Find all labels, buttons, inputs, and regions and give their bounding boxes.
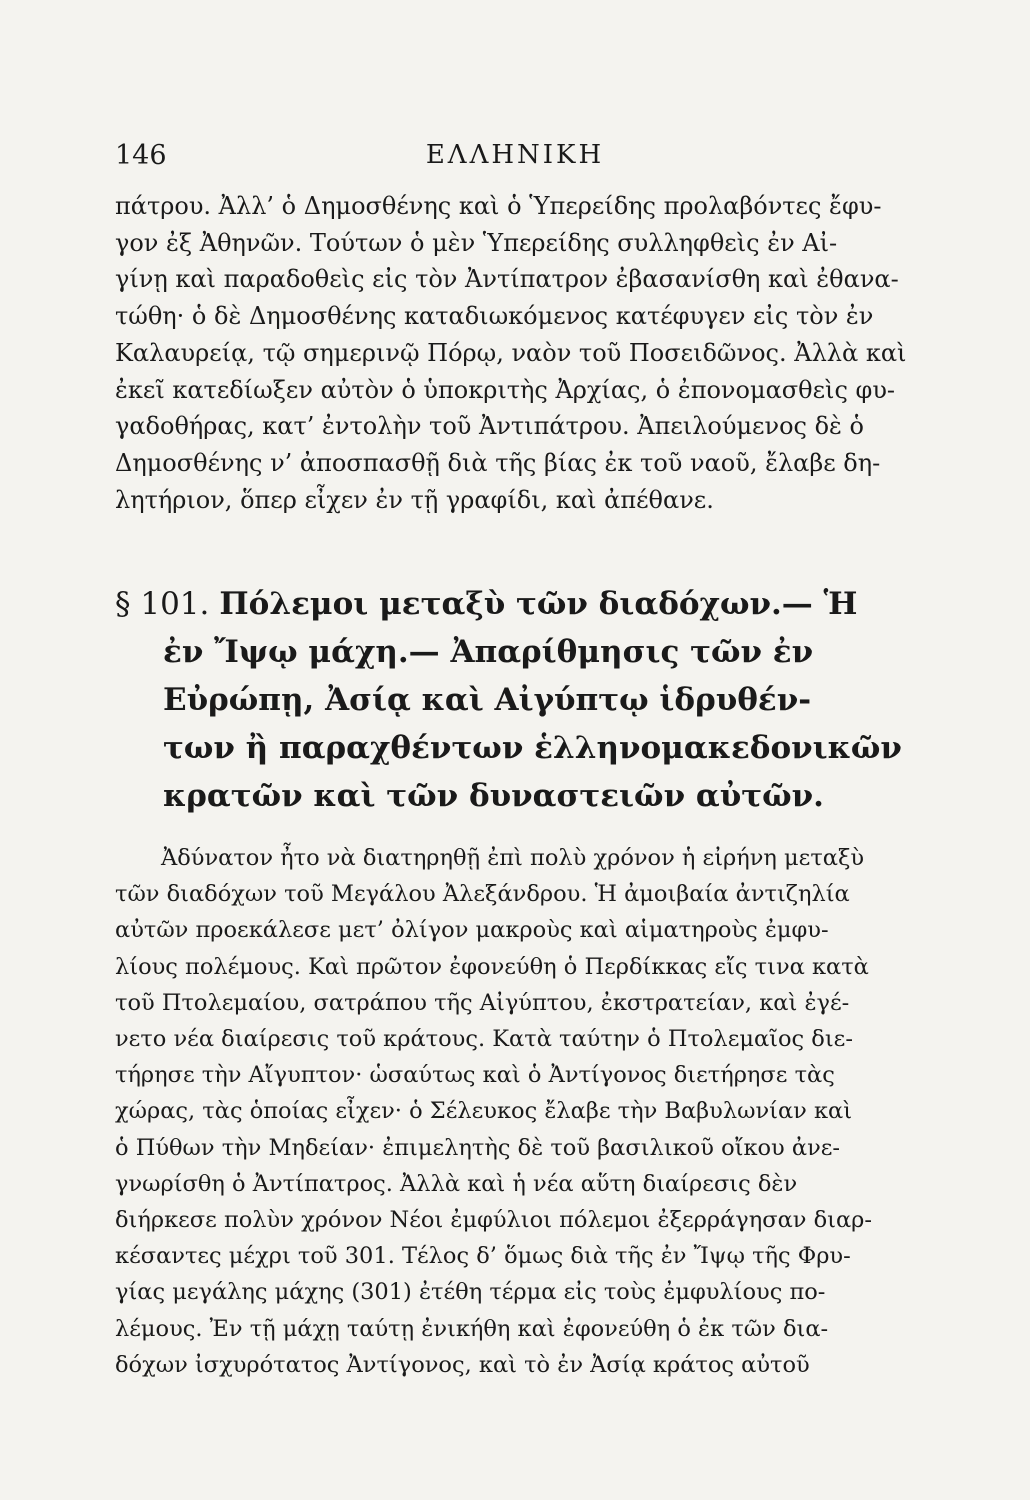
text-line: Δημοσθένης ν’ ἀποσπασθῇ διὰ τῆς βίας ἐκ τοῦ ναοῦ, ἔλαβε δη-	[115, 448, 881, 477]
text-line: ὁ Πύθων τὴν Μηδείαν· ἐπιμελητὴς δὲ τοῦ βασιλικοῦ οἴκου ἀνε-	[115, 1134, 841, 1161]
section-number: § 101.	[115, 586, 210, 622]
page-header	[115, 140, 915, 180]
text-line: κέσαντες μέχρι τοῦ 301. Τέλος δ’ ὅμως διὰ τῆς ἐν Ἴψῳ τῆς Φρυ-	[115, 1243, 851, 1270]
text-line: τήρησε τὴν Αἴγυπτον· ὡσαύτως καὶ ὁ Ἀντίγονος διετήρησε τὰς	[115, 1062, 835, 1089]
text-line: πάτρου. Ἀλλ’ ὁ Δημοσθένης καὶ ὁ Ὑπερείδης προλαβόντες ἔφυ-	[115, 192, 882, 220]
text-line: χώρας, τὰς ὁποίας εἶχεν· ὁ Σέλευκος ἔλαβε τὴν Βαβυλωνίαν καὶ	[115, 1098, 853, 1125]
text-line: γίας μεγάλης μάχης (301) ἐτέθη τέρμα εἰς τοὺς ἐμφυλίους πο-	[115, 1279, 826, 1306]
text-line: λητήριον, ὅπερ εἶχεν ἐν τῇ γραφίδι, καὶ ἀπέθανε.	[115, 485, 714, 514]
heading-line	[115, 580, 915, 628]
text-line: Καλαυρείᾳ, τῷ σημερινῷ Πόρῳ, ναὸν τοῦ Ποσειδῶνος. Ἀλλὰ καὶ	[115, 338, 907, 367]
text-line: Ἀδύνατον ἦτο νὰ διατηρηθῇ ἐπὶ πολὺ χρόνον ἡ εἰρήνη μεταξὺ	[161, 845, 865, 871]
text-line: ἐκεῖ κατεδίωξεν αὐτὸν ὁ ὑποκριτὴς Ἀρχίας, ὁ ἐπονομασθεὶς φυ-	[115, 375, 896, 404]
text-line: γον ἐξ Ἀθηνῶν. Τούτων ὁ μὲν Ὑπερείδης συλληφθεὶς ἐν Αἰ-	[115, 228, 838, 257]
text-line: λέμους. Ἐν τῇ μάχῃ ταύτῃ ἐνικήθη καὶ ἐφονεύθη ὁ ἐκ τῶν δια-	[115, 1315, 829, 1342]
text-line: τοῦ Πτολεμαίου, σατράπου τῆς Αἰγύπτου, ἐκστρατείαν, καὶ ἐγέ-	[115, 989, 850, 1016]
text-line: δόχων ἰσχυρότατος Ἀντίγονος, καὶ τὸ ἐν Ἀσίᾳ κράτος αὐτοῦ	[115, 1351, 810, 1378]
text-line: γνωρίσθη ὁ Ἀντίπατρος. Ἀλλὰ καὶ ἡ νέα αὕτη διαίρεσις δὲν	[115, 1170, 798, 1197]
text-line: τώθη· ὁ δὲ Δημοσθένης καταδιωκόμενος κατέφυγεν εἰς τὸν ἐν	[115, 302, 874, 331]
heading-line: των ἢ παραχθέντων ἑλληνομακεδονικῶν	[163, 730, 902, 766]
text-line: γαδοθήρας, κατ’ ἐντολὴν τοῦ Ἀντιπάτρου. Ἀπειλούμενος δὲ ὁ	[115, 412, 865, 441]
text-line: λίους πολέμους. Καὶ πρῶτον ἐφονεύθη ὁ Περδίκκας εἴς τινα κατὰ	[115, 953, 869, 980]
heading-line: Εὐρώπῃ, Ἀσίᾳ καὶ Αἰγύπτῳ ἱδρυθέν-	[163, 682, 812, 718]
text-line: νετο νέα διαίρεσις τοῦ κράτους. Κατὰ ταύτην ὁ Πτολεμαῖος διε-	[115, 1026, 853, 1053]
top-paragraph	[115, 188, 915, 518]
text-line: γίνῃ καὶ παραδοθεὶς εἰς τὸν Ἀντίπατρον ἐβασανίσθη καὶ ἐθανα-	[115, 265, 899, 294]
heading-line: ἐν Ἴψῳ μάχη.— Ἀπαρίθμησις τῶν ἐν	[163, 634, 814, 670]
running-title: ΕΛΛΗΝΙΚΗ	[425, 140, 605, 170]
heading-line: κρατῶν καὶ τῶν δυναστειῶν αὐτῶν.	[163, 778, 824, 814]
text-line: διήρκεσε πολὺν χρόνον Νέοι ἐμφύλιοι πόλεμοι ἐξερράγησαν διαρ-	[115, 1207, 872, 1234]
main-paragraph	[115, 840, 915, 1383]
text-line: τῶν διαδόχων τοῦ Μεγάλου Ἀλεξάνδρου. Ἡ ἀμοιβαία ἀντιζηλία	[115, 881, 850, 908]
heading-text: Πόλεμοι μεταξὺ τῶν διαδόχων.— Ἡ	[219, 586, 858, 622]
page-number: 146	[115, 140, 167, 171]
text-line: αὐτῶν προεκάλεσε μετ’ ὀλίγον μακροὺς καὶ αἱματηροὺς ἐμφυ-	[115, 917, 829, 944]
section-heading	[115, 580, 915, 820]
